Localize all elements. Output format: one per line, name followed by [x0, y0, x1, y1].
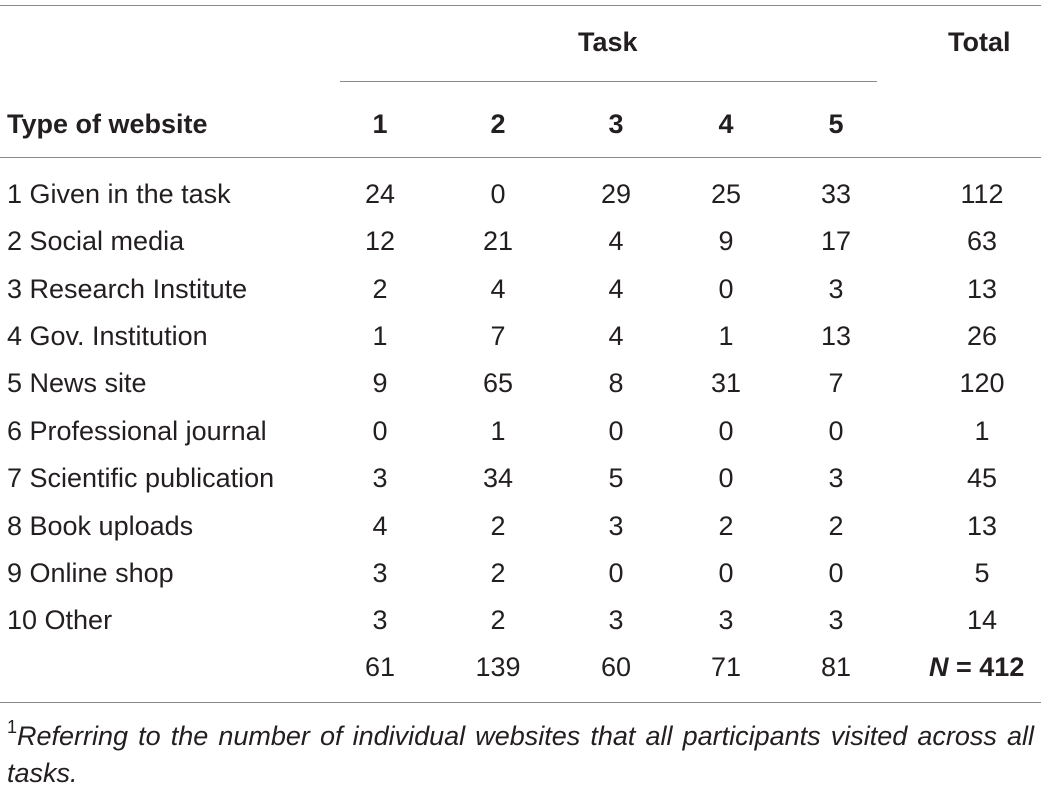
- total-column-header: Total: [948, 27, 1011, 57]
- table-cell: 33: [820, 179, 852, 209]
- table-cell: 4: [372, 511, 388, 541]
- footnote-marker: 1: [7, 717, 18, 737]
- table-cell: 3: [828, 463, 844, 493]
- table-cell: 25: [710, 179, 742, 209]
- column-sum: 60: [600, 652, 632, 682]
- table-cell: 31: [710, 368, 742, 398]
- table-cell: 0: [718, 558, 734, 588]
- table-cell: 4: [490, 274, 506, 304]
- table-cell: 3: [608, 511, 624, 541]
- row-label: 9 Online shop: [7, 558, 174, 588]
- header-bottom-rule: [0, 157, 1041, 158]
- table-cell: 17: [820, 226, 852, 256]
- table-cell: 3: [372, 463, 388, 493]
- table-cell: 2: [718, 511, 734, 541]
- table-cell: 34: [482, 463, 514, 493]
- row-label: 8 Book uploads: [7, 511, 194, 541]
- table-cell: 0: [828, 558, 844, 588]
- row-label: 4 Gov. Institution: [7, 321, 208, 351]
- row-total: 5: [974, 558, 990, 588]
- table-cell: 21: [482, 226, 514, 256]
- task-column-header-3: 3: [608, 109, 624, 139]
- table-cell: 1: [718, 321, 734, 351]
- table-cell: 29: [600, 179, 632, 209]
- row-label: 5 News site: [7, 368, 147, 398]
- grand-total: [929, 652, 1024, 682]
- task-column-header-4: 4: [718, 109, 734, 139]
- table-cell: 3: [828, 605, 844, 635]
- row-label: 10 Other: [7, 605, 113, 635]
- table-cell: 0: [490, 179, 506, 209]
- table-cell: 3: [718, 605, 734, 635]
- column-sum: 139: [475, 652, 521, 682]
- task-column-header-2: 2: [490, 109, 506, 139]
- column-sum: 81: [820, 652, 852, 682]
- table-cell: 3: [372, 558, 388, 588]
- table-cell: 0: [608, 558, 624, 588]
- table-footnote: [7, 718, 1034, 792]
- footnote-text: Referring to the number of individual websites that all participants visited across all tasks.: [7, 721, 1034, 788]
- row-total: 13: [966, 274, 998, 304]
- table-cell: 8: [608, 368, 624, 398]
- table-cell: 3: [828, 274, 844, 304]
- task-group-header: Task: [578, 27, 638, 57]
- table-cell: 13: [820, 321, 852, 351]
- table-cell: 0: [718, 416, 734, 446]
- table-cell: 2: [490, 558, 506, 588]
- table-cell: 7: [490, 321, 506, 351]
- row-total: 26: [966, 321, 998, 351]
- table-cell: 1: [490, 416, 506, 446]
- grand-total-value: = 412: [956, 652, 1025, 682]
- table-cell: 0: [608, 416, 624, 446]
- row-total: 112: [960, 179, 1004, 209]
- table-cell: 0: [372, 416, 388, 446]
- task-column-header-5: 5: [828, 109, 844, 139]
- column-sum: 71: [710, 652, 742, 682]
- column-sum: 61: [364, 652, 396, 682]
- row-total: 63: [966, 226, 998, 256]
- table-cell: 24: [364, 179, 396, 209]
- table-cell: 2: [490, 511, 506, 541]
- table-cell: 4: [608, 226, 624, 256]
- table-top-rule: [0, 5, 1041, 6]
- table-cell: 5: [608, 463, 624, 493]
- row-label: 2 Social media: [7, 226, 185, 256]
- table-cell: 9: [718, 226, 734, 256]
- row-label: 6 Professional journal: [7, 416, 267, 446]
- row-total: 13: [966, 511, 998, 541]
- table-bottom-rule: [0, 702, 1041, 703]
- table-cell: 2: [828, 511, 844, 541]
- type-of-website-header: Type of website: [7, 109, 208, 139]
- row-total: 14: [966, 605, 998, 635]
- table-cell: 65: [482, 368, 514, 398]
- row-total: 120: [959, 368, 1005, 398]
- row-label: 1 Given in the task: [7, 179, 231, 209]
- table-cell: 2: [372, 274, 388, 304]
- table-cell: 12: [364, 226, 396, 256]
- table-cell: 4: [608, 274, 624, 304]
- task-group-rule: [340, 81, 877, 82]
- table-cell: 3: [608, 605, 624, 635]
- table-cell: 4: [608, 321, 624, 351]
- task-column-header-1: 1: [372, 109, 388, 139]
- row-label: 3 Research Institute: [7, 274, 248, 304]
- table-cell: 3: [372, 605, 388, 635]
- row-label: 7 Scientific publication: [7, 463, 275, 493]
- table-cell: 2: [490, 605, 506, 635]
- table-cell: 9: [372, 368, 388, 398]
- table-cell: 7: [828, 368, 844, 398]
- table-cell: 0: [828, 416, 844, 446]
- table-cell: 0: [718, 274, 734, 304]
- table-cell: 0: [718, 463, 734, 493]
- row-total: 45: [966, 463, 998, 493]
- table-cell: 1: [372, 321, 388, 351]
- row-total: 1: [974, 416, 990, 446]
- grand-total-n-symbol: N: [929, 652, 949, 682]
